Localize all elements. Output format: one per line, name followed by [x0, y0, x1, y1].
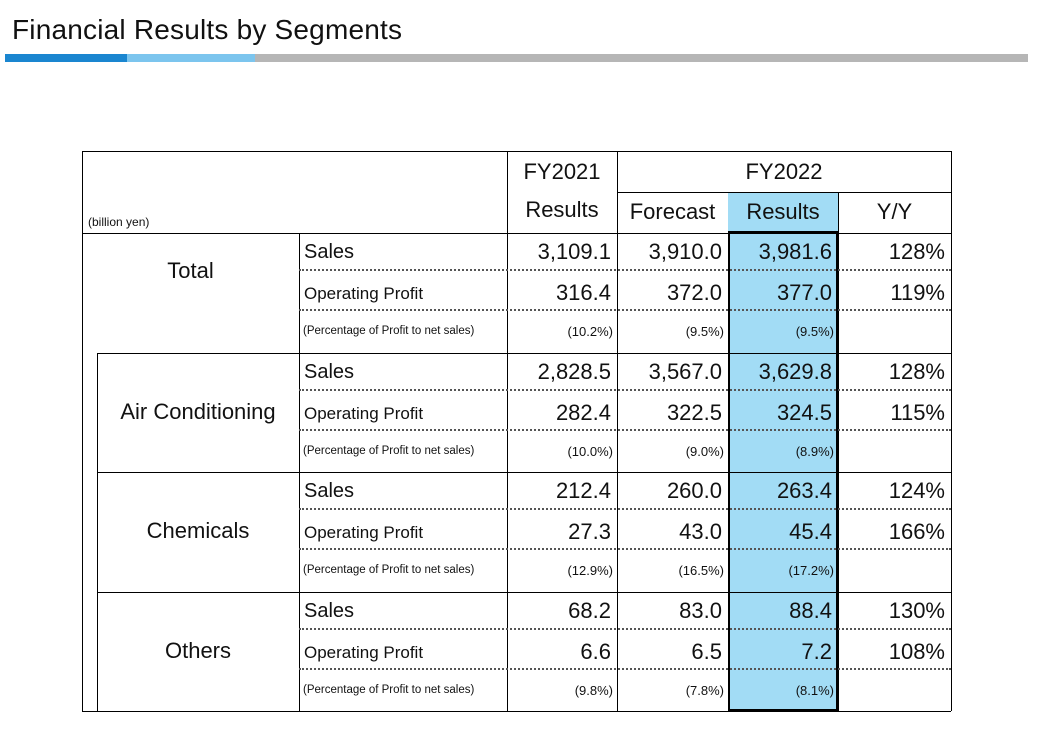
table-border-bottom [82, 711, 951, 712]
label-column-line [299, 472, 300, 592]
header-fy2022-divider [617, 192, 951, 193]
row-separator-dotted [299, 628, 951, 630]
row-separator-dotted [299, 508, 951, 510]
label-column-line [299, 353, 300, 473]
value-yy: 124% [888, 478, 945, 503]
title-underline-dark [5, 54, 127, 62]
value-yy: 115% [890, 399, 945, 425]
value-pct-fy2021: (10.2%) [567, 324, 613, 339]
row-label-sales: Sales [304, 480, 355, 502]
segment-divider [97, 353, 951, 354]
table-border-top [82, 151, 951, 152]
value-result: 88.4 [789, 597, 832, 623]
label-column-line [299, 233, 300, 353]
value-fy2021: 282.4 [555, 399, 611, 425]
row-label-operating-profit: Operating Profit [304, 523, 424, 542]
row-separator-dotted [299, 389, 951, 391]
unit-label: (billion yen) [88, 215, 150, 229]
value-result: 263.4 [776, 478, 832, 503]
segment-name: Others [164, 637, 232, 663]
segment-divider [97, 472, 951, 473]
value-pct-forecast: (9.0%) [685, 443, 724, 459]
row-label-profit-percentage: (Percentage of Profit to net sales) [303, 444, 475, 457]
row-label-operating-profit: Operating Profit [304, 403, 424, 423]
value-forecast: 260.0 [666, 478, 722, 503]
row-label-operating-profit: Operating Profit [304, 284, 424, 303]
value-result: 377.0 [776, 280, 832, 305]
value-pct-forecast: (16.5%) [678, 563, 724, 578]
value-forecast: 83.0 [679, 597, 722, 623]
value-forecast: 43.0 [679, 519, 722, 544]
row-separator-dotted [299, 548, 951, 550]
row-separator-dotted [299, 668, 951, 670]
value-pct-result: (17.2%) [788, 563, 834, 578]
value-pct-forecast: (9.5%) [685, 324, 724, 339]
value-fy2021: 212.4 [555, 478, 611, 503]
value-result: 3,629.8 [758, 358, 832, 384]
segment-name: Air Conditioning [120, 398, 276, 424]
value-yy: 166% [888, 519, 945, 544]
value-result: 324.5 [776, 399, 832, 425]
row-separator-dotted [299, 269, 951, 271]
row-label-sales: Sales [304, 360, 355, 383]
value-pct-result: (8.1%) [795, 682, 834, 698]
header-yy: Y/Y [876, 199, 913, 224]
value-fy2021: 316.4 [555, 280, 611, 305]
value-pct-fy2021: (12.9%) [567, 563, 613, 578]
segment-divider [97, 592, 951, 593]
value-forecast: 322.5 [666, 399, 722, 425]
value-result: 7.2 [801, 638, 832, 664]
value-yy: 128% [888, 358, 945, 384]
value-result: 45.4 [789, 519, 832, 544]
value-forecast: 3,567.0 [648, 358, 722, 384]
value-pct-fy2021: (10.0%) [567, 443, 613, 459]
table-border-left [82, 151, 83, 711]
row-separator-dotted [299, 429, 951, 431]
value-yy: 108% [888, 638, 945, 664]
value-fy2021: 68.2 [568, 597, 611, 623]
table-border-right [951, 151, 952, 711]
value-pct-fy2021: (9.8%) [574, 682, 613, 698]
value-forecast: 6.5 [691, 638, 722, 664]
value-fy2021: 3,109.1 [537, 239, 611, 264]
value-yy: 119% [890, 280, 945, 305]
value-forecast: 3,910.0 [648, 239, 722, 264]
header-results: Results [746, 199, 820, 224]
value-pct-result: (9.5%) [795, 324, 834, 339]
row-label-profit-percentage: (Percentage of Profit to net sales) [303, 683, 475, 696]
title-underline [5, 54, 1028, 62]
header-fy2021: FY2021 [523, 159, 601, 184]
value-forecast: 372.0 [666, 280, 722, 305]
value-fy2021: 6.6 [580, 638, 611, 664]
value-fy2021: 2,828.5 [537, 358, 611, 384]
title-underline-gray [255, 54, 1028, 62]
value-pct-result: (8.9%) [795, 443, 834, 459]
label-column-line [299, 592, 300, 712]
value-result: 3,981.6 [758, 239, 832, 264]
row-label-sales: Sales [304, 241, 355, 263]
row-label-operating-profit: Operating Profit [304, 642, 424, 662]
header-bottom-line [82, 233, 951, 234]
value-yy: 130% [888, 597, 945, 623]
header-fy2022: FY2022 [745, 159, 823, 184]
page-title: Financial Results by Segments [12, 14, 403, 45]
title-underline-light [127, 54, 255, 62]
row-label-sales: Sales [304, 599, 355, 622]
header-forecast: Forecast [629, 199, 716, 224]
value-pct-forecast: (7.8%) [685, 682, 724, 698]
row-label-profit-percentage: (Percentage of Profit to net sales) [303, 325, 475, 337]
segment-name: Chemicals [146, 518, 250, 543]
value-fy2021: 27.3 [568, 519, 611, 544]
value-yy: 128% [888, 239, 945, 264]
row-separator-dotted [299, 309, 951, 311]
segment-name: Total [167, 258, 214, 283]
row-label-profit-percentage: (Percentage of Profit to net sales) [303, 564, 475, 576]
header-fy2021-results: Results [525, 197, 599, 222]
